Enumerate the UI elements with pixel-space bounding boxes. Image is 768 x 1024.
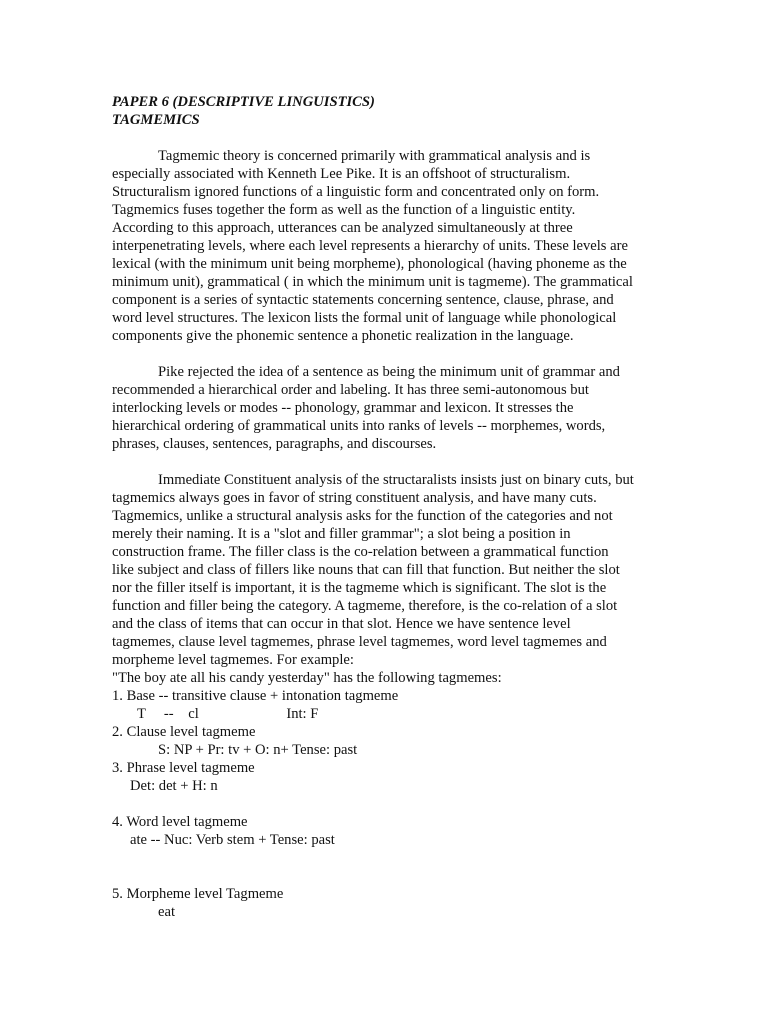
text-line: Pike rejected the idea of a sentence as being the minimum unit of grammar and [158, 364, 620, 380]
text-line: especially associated with Kenneth Lee Pike. It is an offshoot of structuralism. [112, 166, 571, 182]
list-item-1: 1. Base -- transitive clause + intonation tagmeme [112, 688, 399, 704]
text-line: Tagmemics, unlike a structural analysis asks for the function of the categories and not [112, 508, 613, 524]
paragraph-1 [112, 147, 652, 345]
text-line: interlocking levels or modes -- phonology, grammar and lexicon. It stresses the [112, 400, 574, 416]
tagmeme-list [112, 687, 652, 921]
text-line: tagmemics always goes in favor of string constituent analysis, and have many cuts. [112, 490, 597, 506]
text-line: components give the phonemic sentence a phonetic realization in the language. [112, 328, 574, 344]
text-line: recommended a hierarchical order and labeling. It has three semi-autonomous but [112, 382, 589, 398]
list-item-4: 4. Word level tagmeme [112, 814, 248, 830]
list-item-2: 2. Clause level tagmeme [112, 724, 256, 740]
section-title: TAGMEMICS [112, 112, 200, 128]
text-line: construction frame. The filler class is the co-relation between a grammatical function [112, 544, 609, 560]
paragraph-3 [112, 471, 652, 687]
text-line: nor the filler itself is important, it is the tagmeme which is significant. The slot is the [112, 580, 607, 596]
text-line: Tagmemics fuses together the form as well as the function of a linguistic entity. [112, 202, 576, 218]
text-line: function and filler being the category. A tagmeme, therefore, is the co-relation of a slot [112, 598, 618, 614]
text-line: tagmemes, clause level tagmemes, phrase level tagmemes, word level tagmemes and [112, 634, 607, 650]
text-line: minimum unit), grammatical ( in which the minimum unit is tagmeme). The grammatical [112, 274, 633, 290]
text-line: like subject and class of fillers like nouns that can fill that function. But neither the slot [112, 562, 620, 578]
document-page [112, 93, 652, 921]
text-line: merely their naming. It is a "slot and filler grammar"; a slot being a position in [112, 526, 571, 542]
text-line: "The boy ate all his candy yesterday" has the following tagmemes: [112, 670, 502, 686]
text-line: component is a series of syntactic statements concerning sentence, clause, phrase, and [112, 292, 614, 308]
paragraph-2 [112, 363, 652, 453]
list-item-5-detail: eat [158, 904, 176, 920]
list-item-4-detail: ate -- Nuc: Verb stem + Tense: past [130, 832, 335, 848]
paper-title: PAPER 6 (DESCRIPTIVE LINGUISTICS) [112, 94, 375, 110]
text-line: phrases, clauses, sentences, paragraphs, and discourses. [112, 436, 437, 452]
text-line: Immediate Constituent analysis of the structaralists insists just on binary cuts, but [158, 472, 634, 488]
list-item-3: 3. Phrase level tagmeme [112, 760, 255, 776]
text-line: morpheme level tagmemes. For example: [112, 652, 354, 668]
list-item-2-detail: S: NP + Pr: tv + O: n+ Tense: past [158, 742, 358, 758]
text-line: lexical (with the minimum unit being morpheme), phonological (having phoneme as the [112, 256, 627, 272]
text-line: Structuralism ignored functions of a linguistic form and concentrated only on form. [112, 184, 600, 200]
text-line: word level structures. The lexicon lists the formal unit of language while phonological [112, 310, 617, 326]
list-item-1-detail: T -- cl Int: F [130, 706, 319, 722]
text-line: and the class of items that can occur in that slot. Hence we have sentence level [112, 616, 571, 632]
text-line: Tagmemic theory is concerned primarily with grammatical analysis and is [158, 148, 591, 164]
text-line: hierarchical ordering of grammatical units into ranks of levels -- morphemes, words, [112, 418, 606, 434]
list-item-5: 5. Morpheme level Tagmeme [112, 886, 284, 902]
text-line: interpenetrating levels, where each level represents a hierarchy of units. These levels are [112, 238, 628, 254]
list-item-3-detail: Det: det + H: n [130, 778, 218, 794]
text-line: According to this approach, utterances can be analyzed simultaneously at three [112, 220, 573, 236]
